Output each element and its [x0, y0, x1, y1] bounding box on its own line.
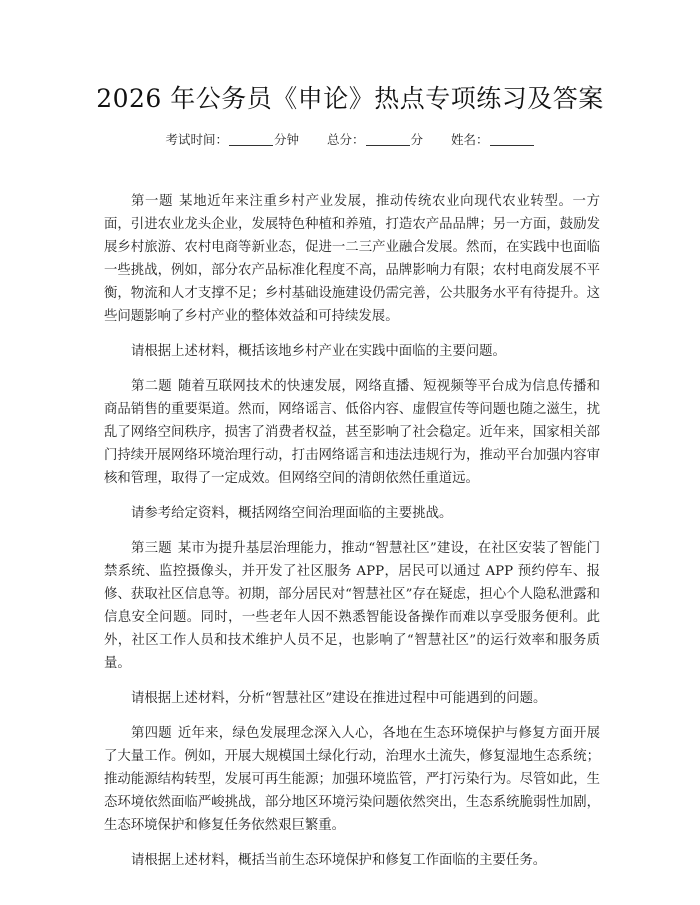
question-4-number: 第四题: [131, 726, 172, 741]
exam-time-blank[interactable]: [229, 131, 273, 146]
question-2-prompt: 请参考给定资料，概括网络空间治理面临的主要挑战。: [131, 506, 453, 521]
question-3-prompt: 请根据上述材料，分析“智慧社区”建设在推进过程中可能遇到的问题。: [131, 691, 547, 706]
exam-meta-line: [0, 130, 700, 150]
question-3-text: 某市为提升基层治理能力，推动“智慧社区”建设，在社区安装了智能门禁系统、监控摄像头，并开发了社区服务 APP，居民可以通过 APP 预约停车、报修、获取社区信息等。初期，部分居民对“智慧社区”存在疑虑，担心个人隐私泄露和信息安全问题。同时，一些老年人因不熟悉智能设备操作而难以享受服务便利。此外，社区工作人员和技术维护人员不足，也影响了“智慧社区”的运行效率和服务质量。: [104, 541, 600, 671]
name-field: [451, 130, 535, 150]
question-4-prompt: 请根据上述材料，概括当前生态环境保护和修复工作面临的主要任务。: [131, 853, 547, 868]
question-4-text: 近年来，绿色发展理念深入人心，各地在生态环境保护与修复方面开展了大量工作。例如，开展大规模国土绿化行动，治理水土流失，修复湿地生态系统；推动能源结构转型，发展可再生能源；加强环境监管，严打污染行为。尽管如此，生态环境依然面临严峻挑战，部分地区环境污染问题依然突出，生态系统脆弱性加剧，生态环境保护和修复任务依然艰巨繁重。: [104, 726, 600, 833]
total-score-field: [327, 130, 423, 150]
exam-time-unit: 分钟: [273, 132, 299, 147]
question-3-number: 第三题: [131, 541, 172, 556]
question-2-text: 随着互联网技术的快速发展，网络直播、短视频等平台成为信息传播和商品销售的重要渠道。然而，网络谣言、低俗内容、虚假宣传等问题也随之滋生，扰乱了网络空间秩序，损害了消费者权益，甚至影响了社会稳定。近年来，国家相关部门持续开展网络环境治理行动，打击网络谣言和违法违规行为，推动平台加强内容审核和管理，取得了一定成效。但网络空间的清朗依然任重道远。: [104, 379, 600, 486]
question-1-prompt: 请根据上述材料，概括该地乡村产业在实践中面临的主要问题。: [131, 344, 506, 359]
page-title: 2026 年公务员《申论》热点专项练习及答案: [96, 84, 604, 113]
question-1-number: 第一题: [131, 194, 174, 209]
question-list: [104, 190, 600, 872]
question-1-material: [104, 190, 600, 328]
question-3-material: [104, 537, 600, 675]
total-score-unit: 分: [410, 132, 424, 147]
name-blank[interactable]: [490, 131, 534, 146]
question-2-number: 第二题: [131, 379, 172, 394]
total-score-label: 总分：: [326, 132, 365, 147]
exam-time-label: 考试时间：: [165, 132, 228, 147]
question-1-text: 某地近年来注重乡村产业发展，推动传统农业向现代农业转型。一方面，引进农业龙头企业，发展特色种植和养殖，打造农产品品牌；另一方面，鼓励发展乡村旅游、农村电商等新业态，促进一二三产业融合发展。然而，在实践中也面临一些挑战，例如，部分农产品标准化程度不高，品牌影响力有限；农村电商发展不平衡，物流和人才支撑不足；乡村基础设施建设仍需完善，公共服务水平有待提升。这些问题影响了乡村产业的整体效益和可持续发展。: [104, 194, 601, 324]
total-score-blank[interactable]: [366, 131, 410, 146]
name-label: 姓名：: [451, 132, 489, 147]
question-4-material: [104, 722, 600, 837]
question-2-material: [104, 375, 600, 490]
exam-time-field: [165, 130, 299, 150]
